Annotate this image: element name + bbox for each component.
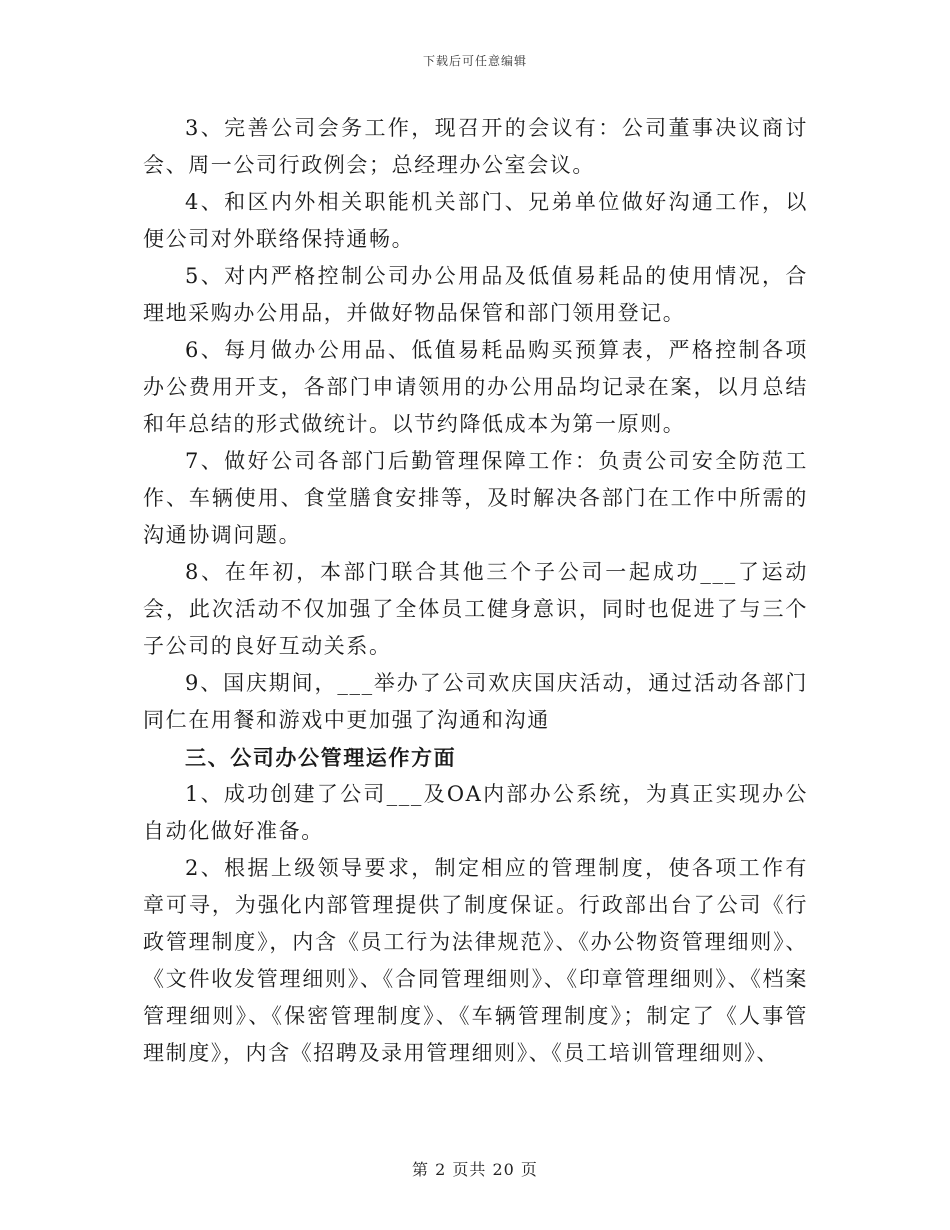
section-heading: 三、公司办公管理运作方面 xyxy=(185,745,457,770)
paragraph-item-8: 8、在年初，本部门联合其他三个子公司一起成功___了运动会，此次活动不仅加强了全体员工健身意识，同时也促进了与三个子公司的良好互动关系。 xyxy=(143,560,808,658)
section-paragraph-2: 2、根据上级领导要求，制定相应的管理制度，使各项工作有章可寻，为强化内部管理提供了制度保证。行政部出台了公司《行政管理制度》，内含《员工行为法律规范》、《办公物资管理细则》、《文件收发管理细则》、《合同管理细则》、《印章管理细则》、《档案管理细则》、《保密管理制度》、《车辆管理制度》；制定了《人事管理制度》，内含《招聘及录用管理细则》、《员工培训管理细则》、 xyxy=(143,856,808,1065)
page-number: 第 2 页共 20 页 xyxy=(412,1160,538,1179)
page-header: 下载后可任意编辑 xyxy=(422,54,527,68)
paragraph-item-6: 6、每月做办公用品、低值易耗品购买预算表，严格控制各项办公费用开支，各部门申请领用的办公用品均记录在案，以月总结和年总结的形式做统计。以节约降低成本为第一原则。 xyxy=(143,338,808,436)
paragraph-item-4: 4、和区内外相关职能机关部门、兄弟单位做好沟通工作，以便公司对外联络保持通畅。 xyxy=(143,190,808,251)
document-body xyxy=(143,110,808,1072)
paragraph-item-7: 7、做好公司各部门后勤管理保障工作：负责公司安全防范工作、车辆使用、食堂膳食安排等，及时解决各部门在工作中所需的沟通协调问题。 xyxy=(143,449,808,547)
paragraph-item-9: 9、国庆期间，___举办了公司欢庆国庆活动，通过活动各部门同仁在用餐和游戏中更加强了沟通和沟通 xyxy=(143,671,808,732)
section-paragraph-1: 1、成功创建了公司___及OA内部办公系统，为真正实现办公自动化做好准备。 xyxy=(143,782,808,843)
paragraph-item-3: 3、完善公司会务工作，现召开的会议有：公司董事决议商讨会、周一公司行政例会；总经理办公室会议。 xyxy=(143,116,808,177)
paragraph-item-5: 5、对内严格控制公司办公用品及低值易耗品的使用情况，合理地采购办公用品，并做好物品保管和部门领用登记。 xyxy=(143,264,808,325)
